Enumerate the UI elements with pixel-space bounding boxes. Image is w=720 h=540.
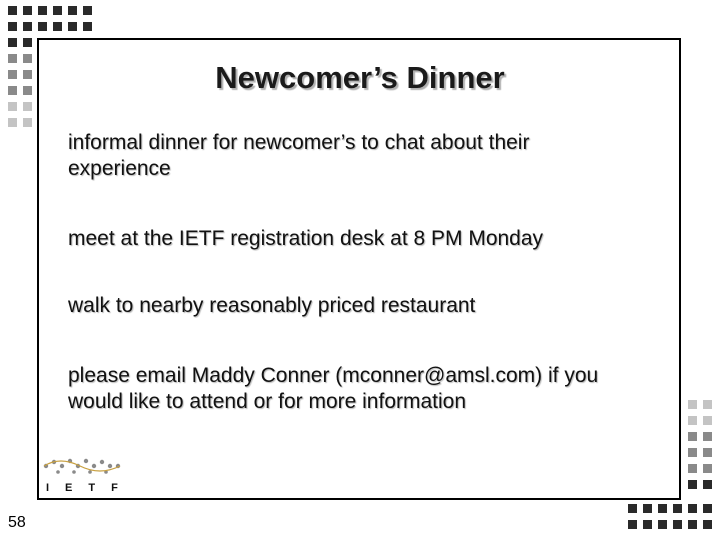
- decor-square: [68, 22, 77, 31]
- bullet-text-line: experience: [68, 157, 171, 180]
- bullet-item: [68, 130, 678, 182]
- decor-square: [703, 432, 712, 441]
- decor-square: [53, 6, 62, 15]
- decor-square: [8, 38, 17, 47]
- decor-square: [23, 6, 32, 15]
- decor-square: [23, 118, 32, 127]
- decor-square: [23, 102, 32, 111]
- decor-square: [658, 504, 667, 513]
- decor-square: [673, 520, 682, 529]
- decor-square: [643, 520, 652, 529]
- decor-square: [703, 480, 712, 489]
- decor-square: [703, 400, 712, 409]
- decor-square: [703, 504, 712, 513]
- bullet-text-line: would like to attend or for more information: [68, 390, 467, 413]
- decor-square: [703, 416, 712, 425]
- decor-square: [8, 22, 17, 31]
- bullet-item: [68, 226, 678, 252]
- bullet-text-line: meet at the IETF registration desk at 8 PM Monday: [68, 227, 544, 250]
- decor-square: [688, 448, 697, 457]
- decor-square: [38, 22, 47, 31]
- decor-square: [8, 118, 17, 127]
- bullet-text-line: walk to nearby reasonably priced restaurant: [68, 294, 476, 317]
- decor-square: [643, 504, 652, 513]
- decor-square: [703, 448, 712, 457]
- decor-square: [8, 102, 17, 111]
- decor-square: [688, 416, 697, 425]
- decor-square: [688, 464, 697, 473]
- slide-number: 58: [8, 514, 26, 531]
- decor-square: [68, 6, 77, 15]
- decor-square: [673, 504, 682, 513]
- decor-square: [38, 6, 47, 15]
- decor-square: [688, 504, 697, 513]
- decor-square: [703, 520, 712, 529]
- decor-square: [628, 504, 637, 513]
- decor-square: [688, 520, 697, 529]
- decor-square: [628, 520, 637, 529]
- bullet-text-line: informal dinner for newcomer’s to chat about their: [68, 131, 530, 154]
- decor-square: [703, 464, 712, 473]
- slide-frame: [37, 38, 681, 500]
- decor-square: [688, 400, 697, 409]
- bullet-item: [68, 363, 678, 415]
- decor-square: [688, 432, 697, 441]
- decor-square: [83, 6, 92, 15]
- decor-square: [83, 22, 92, 31]
- ietf-logo: [40, 452, 134, 505]
- decor-square: [658, 520, 667, 529]
- decor-square: [23, 22, 32, 31]
- decor-square: [53, 22, 62, 31]
- slide-title: Newcomer’s Dinner: [215, 60, 505, 95]
- decor-square: [688, 480, 697, 489]
- decor-square: [8, 6, 17, 15]
- bullet-text-line: please email Maddy Conner (mconner@amsl.com) if you: [68, 364, 599, 387]
- ietf-logo-text: IETF: [46, 482, 134, 494]
- decor-square: [23, 38, 32, 47]
- bullet-item: [68, 293, 678, 319]
